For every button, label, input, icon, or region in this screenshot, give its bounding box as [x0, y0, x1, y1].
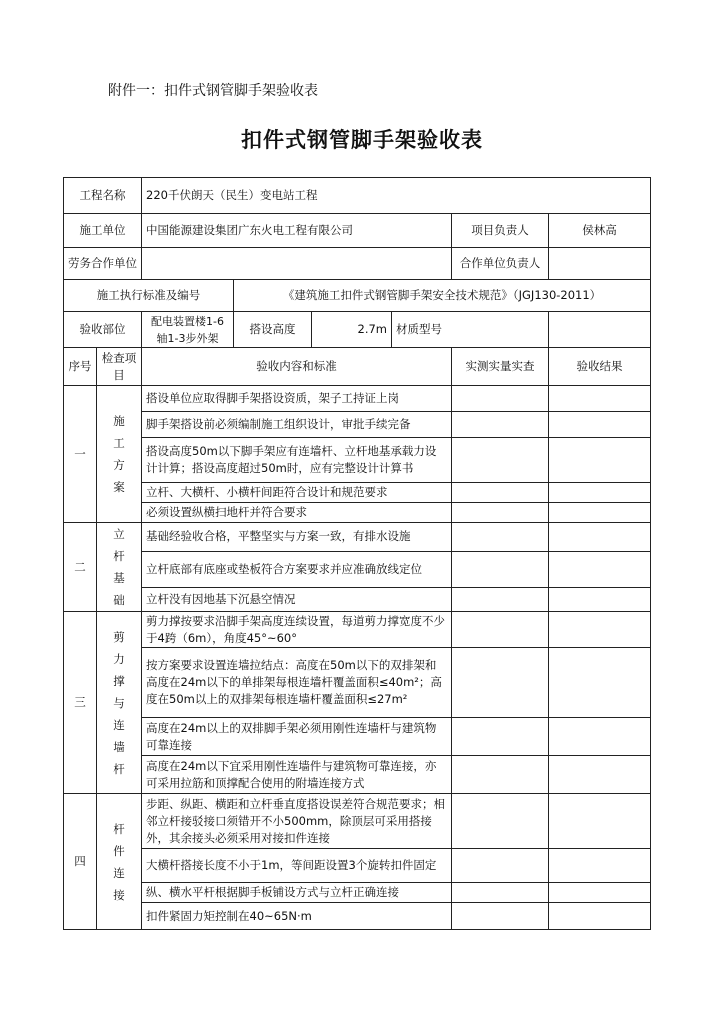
col-result: 验收结果 [549, 348, 651, 386]
col-seq: 序号 [64, 348, 97, 386]
coop-label: 合作单位负责人 [452, 248, 549, 280]
part-label: 验收部位 [64, 312, 142, 348]
result-cell [549, 718, 651, 756]
result-cell [549, 551, 651, 587]
measured-cell [452, 483, 549, 503]
table-row [64, 883, 651, 903]
criterion-text: 脚手架搭设前必须编制施工组织设计，审批手续完备 [142, 412, 452, 438]
measured-cell [452, 503, 549, 523]
measured-cell [452, 438, 549, 483]
result-cell [549, 903, 651, 930]
table-row [64, 412, 651, 438]
table-row [64, 849, 651, 883]
measured-cell [452, 587, 549, 611]
criterion-text: 扣件紧固力矩控制在40~65N·m [142, 903, 452, 930]
criterion-text: 高度在24m以下宜采用刚性连墙件与建筑物可靠连接，亦可采用拉筋和顶撑配合使用的附墙连接方式 [142, 756, 452, 794]
result-cell [549, 587, 651, 611]
info-row-standard [64, 280, 651, 312]
measured-cell [452, 551, 549, 587]
result-cell [549, 883, 651, 903]
table-row [64, 756, 651, 794]
table-row [64, 523, 651, 552]
criterion-text: 立杆底部有底座或垫板符合方案要求并应准确放线定位 [142, 551, 452, 587]
table-row [64, 503, 651, 523]
project-label: 工程名称 [64, 178, 142, 214]
labor-value [142, 248, 452, 280]
measured-cell [452, 412, 549, 438]
col-content: 验收内容和标准 [142, 348, 452, 386]
table-row [64, 794, 651, 849]
column-header-row [64, 348, 651, 386]
criterion-text: 大横杆搭接长度不小于1m，等间距设置3个旋转扣件固定 [142, 849, 452, 883]
result-cell [549, 523, 651, 552]
table-row [64, 438, 651, 483]
result-cell [549, 438, 651, 483]
measured-cell [452, 849, 549, 883]
group-seq: 三 [64, 612, 97, 794]
result-cell [549, 386, 651, 412]
result-cell [549, 849, 651, 883]
standard-label: 施工执行标准及编号 [64, 280, 234, 312]
info-row-labor [64, 248, 651, 280]
group-seq: 二 [64, 523, 97, 612]
group-item: 施 工 方 案 [97, 386, 142, 523]
criterion-text: 按方案要求设置连墙拉结点：高度在50m以下的双排架和高度在24m以下的单排架每根连墙杆覆盖面积≤40m²；高度在50m以上的双排架每根连墙杆覆盖面积≤27m² [142, 648, 452, 718]
criterion-text: 基础经验收合格，平整坚实与方案一致，有排水设施 [142, 523, 452, 552]
criterion-text: 剪力撑按要求沿脚手架高度连续设置，每道剪力撑宽度不少于4跨（6m），角度45°~60° [142, 612, 452, 648]
group-seq: 四 [64, 794, 97, 930]
col-item: 检查项目 [97, 348, 142, 386]
table-row [64, 718, 651, 756]
result-cell [549, 612, 651, 648]
table-row [64, 551, 651, 587]
table-row [64, 483, 651, 503]
group-item: 杆 件 连 接 [97, 794, 142, 930]
measured-cell [452, 386, 549, 412]
result-cell [549, 648, 651, 718]
acceptance-table [63, 177, 651, 930]
result-cell [549, 756, 651, 794]
attachment-label: 附件一：扣件式钢管脚手架验收表 [108, 83, 318, 99]
measured-cell [452, 718, 549, 756]
info-row-constructor [64, 214, 651, 248]
group-item: 剪 力 撑 与 连 墙 杆 [97, 612, 142, 794]
criterion-text: 纵、横水平杆根据脚手板铺设方式与立杆正确连接 [142, 883, 452, 903]
height-label: 搭设高度 [234, 312, 312, 348]
coop-value [549, 248, 651, 280]
table-row [64, 612, 651, 648]
result-cell [549, 794, 651, 849]
constructor-label: 施工单位 [64, 214, 142, 248]
criterion-text: 搭设高度50m以下脚手架应有连墙杆、立杆地基承载力设计计算；搭设高度超过50m时，应有完整设计计算书 [142, 438, 452, 483]
table-row [64, 587, 651, 611]
criterion-text: 高度在24m以上的双排脚手架必须用刚性连墙杆与建筑物可靠连接 [142, 718, 452, 756]
result-cell [549, 503, 651, 523]
part-value: 配电装置楼1-6轴1-3步外架 [142, 312, 234, 348]
material-value [549, 312, 651, 348]
measured-cell [452, 883, 549, 903]
standard-value: 《建筑施工扣件式钢管脚手架安全技术规范》（JGJ130-2011） [234, 280, 651, 312]
measured-cell [452, 794, 549, 849]
criterion-text: 立杆没有因地基下沉悬空情况 [142, 587, 452, 611]
info-row-project [64, 178, 651, 214]
table-row [64, 648, 651, 718]
measured-cell [452, 756, 549, 794]
criterion-text: 立杆、大横杆、小横杆间距符合设计和规范要求 [142, 483, 452, 503]
col-measured: 实测实量实查 [452, 348, 549, 386]
criterion-text: 搭设单位应取得脚手架搭设资质，架子工持证上岗 [142, 386, 452, 412]
result-cell [549, 483, 651, 503]
pm-label: 项目负责人 [452, 214, 549, 248]
height-value: 2.7m [312, 312, 392, 348]
group-seq: 一 [64, 386, 97, 523]
pm-value: 侯林高 [549, 214, 651, 248]
criterion-text: 必须设置纵横扫地杆并符合要求 [142, 503, 452, 523]
measured-cell [452, 648, 549, 718]
constructor-value: 中国能源建设集团广东火电工程有限公司 [142, 214, 452, 248]
group-item: 立 杆 基 础 [97, 523, 142, 612]
measured-cell [452, 612, 549, 648]
measured-cell [452, 523, 549, 552]
table-row [64, 903, 651, 930]
labor-label: 劳务合作单位 [64, 248, 142, 280]
result-cell [549, 412, 651, 438]
material-label: 材质型号 [392, 312, 549, 348]
table-row [64, 386, 651, 412]
measured-cell [452, 903, 549, 930]
document-title: 扣件式钢管脚手架验收表 [241, 128, 483, 152]
info-row-part [64, 312, 651, 348]
project-value: 220千伏朗天（民生）变电站工程 [142, 178, 651, 214]
criterion-text: 步距、纵距、横距和立杆垂直度搭设误差符合规范要求；相邻立杆接驳接口须错开不小500mm，除顶层可采用搭接外，其余接头必须采用对接扣件连接 [142, 794, 452, 849]
